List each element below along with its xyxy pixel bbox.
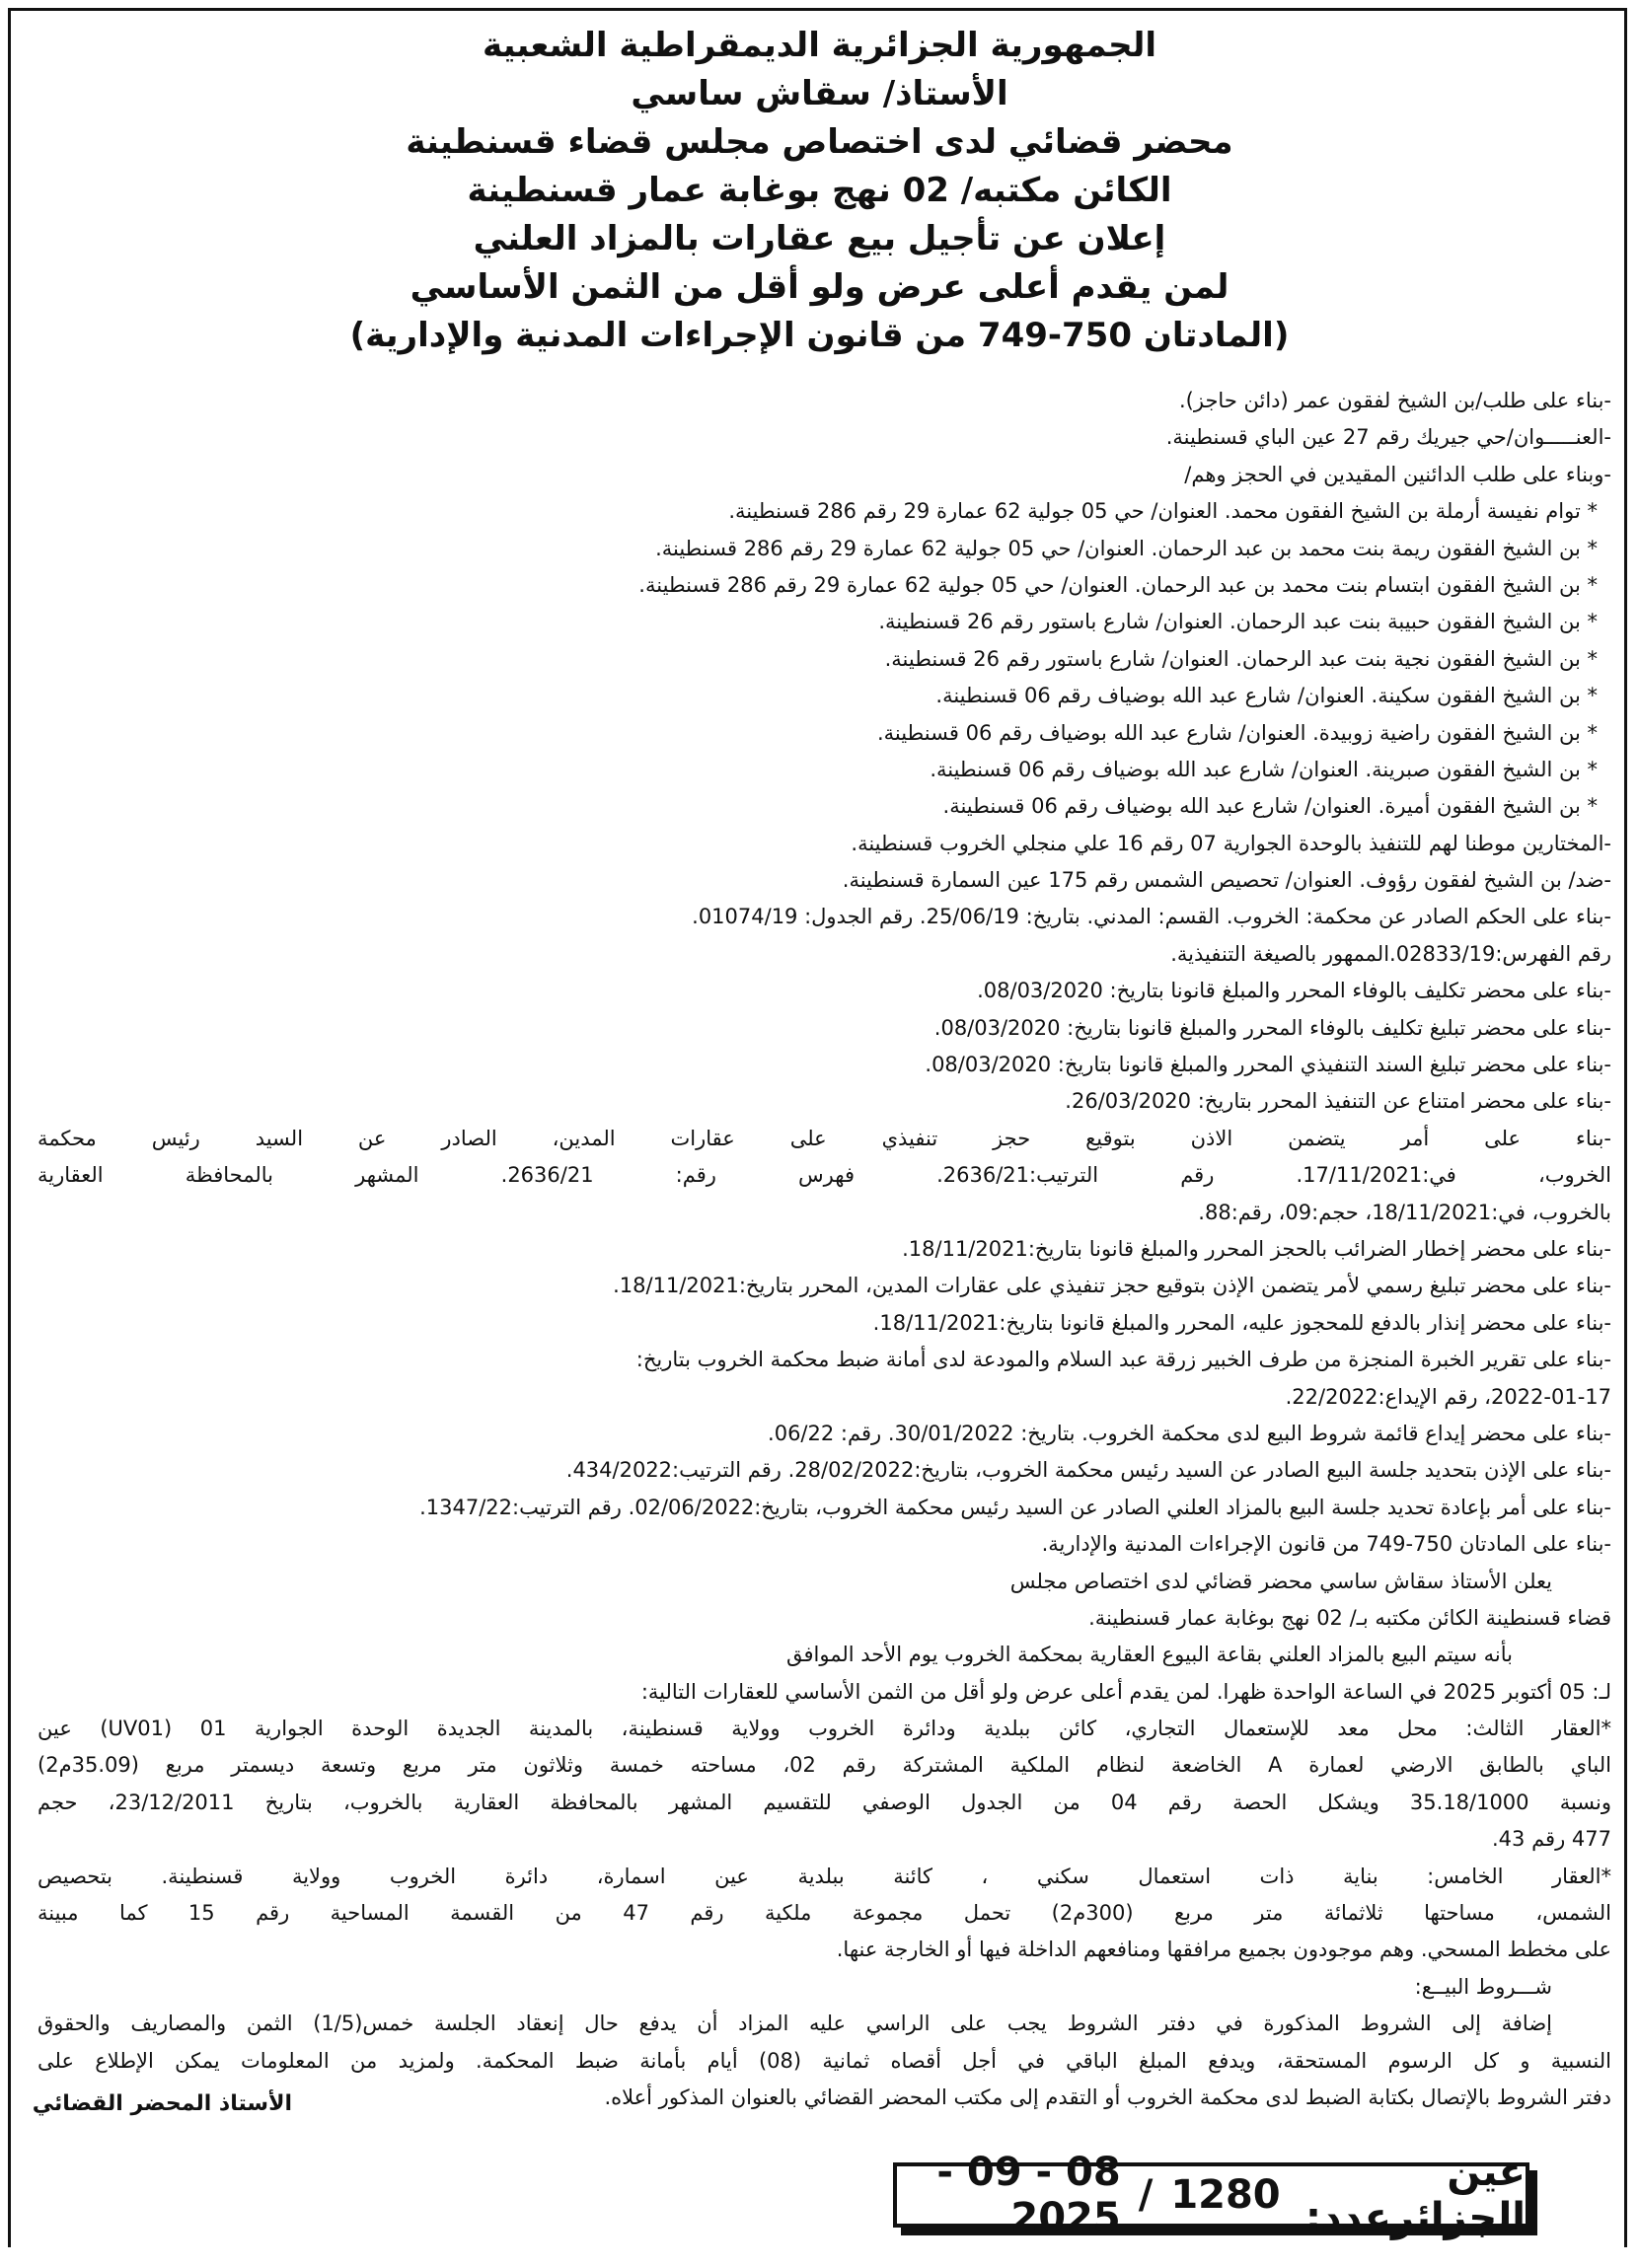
body-line: * بن الشيخ الفقون حبيبة بنت عبد الرحمان. العنوان/ شارع باستور رقم 26 قسنطينة. xyxy=(878,610,1598,634)
header-office-address: الكائن مكتبه/ 02 نهج بوغابة عمار قسنطينة xyxy=(467,171,1172,210)
body-line: -بناء على محضر تبليغ رسمي لأمر يتضمن الإذن بتوقيع حجز تنفيذي على عقارات المدين، المحرر بتاريخ:18/11/2021. xyxy=(613,1274,1611,1298)
body-line: * بن الشيخ الفقون ابتسام بنت محمد بن عبد الرحمان. العنوان/ حي 05 جولية 62 عمارة 29 رقم 286 قسنطينة. xyxy=(638,572,1598,597)
body-line: *العقار الثالث: محل معد للإستعمال التجاري، كائن ببلدية ودائرة الخروب وولاية قسنطينة، بالمدينة الجديدة الوحدة الجوارية 01 (UV01) عين xyxy=(37,1717,1611,1741)
body-line: الباي بالطابق الارضي لعمارة A الخاضعة لنظام الملكية المشتركة رقم 02، مساحته خمسة وثلاثون متر مربع وتسعة ديسمتر مربع (35.09م2) xyxy=(37,1753,1611,1778)
header-announcement-subtitle: لمن يقدم أعلى عرض ولو أقل من الثمن الأساسي xyxy=(410,267,1229,307)
body-line: -بناء على محضر تبليغ السند التنفيذي المحرر والمبلغ قانونا بتاريخ: 08/03/2020. xyxy=(925,1053,1611,1077)
header-republic: الجمهورية الجزائرية الديمقراطية الشعبية xyxy=(483,26,1156,65)
header-legal-articles: (المادتان 750-749 من قانون الإجراءات المدنية والإدارية) xyxy=(349,316,1290,355)
body-line: 477 رقم 43. xyxy=(1491,1827,1611,1852)
body-line: -العنـــــوان/حي جيريك رقم 27 عين الباي قسنطينة. xyxy=(1165,425,1611,450)
header-bailiff-title: محضر قضائي لدى اختصاص مجلس قضاء قسنطينة xyxy=(406,122,1233,162)
body-line: * بن الشيخ الفقون ريمة بنت محمد بن عبد الرحمان. العنوان/ حي 05 جولية 62 عمارة 29 رقم 286 قسنطينة. xyxy=(655,536,1598,560)
body-line: -بناء على تقرير الخبرة المنجزة من طرف الخبير زرقة عبد السلام والمودعة لدى أمانة ضبط محكمة الخروب بتاريخ: xyxy=(635,1348,1611,1372)
body-line: -بناء على محضر امتناع عن التنفيذ المحرر بتاريخ: 26/03/2020. xyxy=(1065,1089,1611,1114)
body-line: -المختارين موطنا لهم للتنفيذ بالوحدة الجوارية 07 رقم 16 علي منجلي الخروب قسنطينة. xyxy=(851,831,1611,855)
body-line: بالخروب، في:18/11/2021، حجم:09، رقم:88. xyxy=(1198,1200,1611,1224)
body-line: -بناء على الحكم الصادر عن محكمة: الخروب. القسم: المدني. بتاريخ: 25/06/19. رقم الجدول: 01074/19. xyxy=(692,905,1611,929)
publication-number: 1280 xyxy=(1170,2172,1281,2218)
body-line: قضاء قسنطينة الكائن مكتبه بـ/ 02 نهج بوغابة عمار قسنطينة. xyxy=(1088,1605,1611,1630)
header-announcement-title: إعلان عن تأجيل بيع عقارات بالمزاد العلني xyxy=(473,219,1166,258)
body-line: -بناء على الإذن بتحديد جلسة البيع الصادر عن السيد رئيس محكمة الخروب، بتاريخ:28/02/2022. رقم الترتيب:434/2022. xyxy=(565,1458,1611,1483)
publication-date: 08 - 09 - 2025 xyxy=(936,2150,1121,2240)
body-line: * بن الشيخ الفقون نجية بنت عبد الرحمان. العنوان/ شارع باستور رقم 26 قسنطينة. xyxy=(884,646,1598,671)
body-line: *العقار الخامس: بناية ذات استعمال سكني ، كائنة ببلدية عين اسمارة، دائرة الخروب وولاية قسنطينة. بتحصيص xyxy=(37,1864,1611,1888)
body-line: -بناء على محضر تبليغ تكليف بالوفاء المحرر والمبلغ قانونا بتاريخ: 08/03/2020. xyxy=(933,1015,1611,1040)
body-line: -بناء على محضر إيداع قائمة شروط البيع لدى محكمة الخروب. بتاريخ: 30/01/2022. رقم: 06/22. xyxy=(768,1421,1611,1445)
body-line: * بن الشيخ الفقون صبرينة. العنوان/ شارع عبد الله بوضياف رقم 06 قسنطينة. xyxy=(930,757,1598,781)
body-line: 2022-01-17، رقم الإيداع:22/2022. xyxy=(1285,1384,1611,1409)
body-line: -بناء على محضر تكليف بالوفاء المحرر والمبلغ قانونا بتاريخ: 08/03/2020. xyxy=(977,979,1611,1003)
body-line: -وبناء على طلب الدائنين المقيدين في الحجز وهم/ xyxy=(1184,462,1611,486)
publication-separator: / xyxy=(1138,2172,1154,2218)
body-line: * توام نفيسة أرملة بن الشيخ الفقون محمد. العنوان/ حي 05 جولية 62 عمارة 29 رقم 286 قسنطينة. xyxy=(728,499,1598,524)
body-line: دفتر الشروط بالإتصال بكتابة الضبط لدى محكمة الخروب أو التقدم إلى مكتب المحضر القضائي بالعنوان المذكور أعلاه. xyxy=(604,2085,1611,2109)
signature: الأستاذ المحضر القضائي xyxy=(32,2091,292,2116)
body-line: إضافة إلى الشروط المذكورة في دفتر الشروط يجب على الراسي عليه المزاد أن يدفع حال إنعقاد الجلسة خمس(1/5) الثمن والمصاريف والحقوق xyxy=(37,2012,1552,2036)
document-header xyxy=(39,22,1600,360)
body-line: -بناء على أمر يتضمن الاذن بتوقيع حجز تنفيذي على عقارات المدين، الصادر عن السيد رئيس محكمة xyxy=(37,1126,1611,1150)
publication-label: عين الجزائرعدد: xyxy=(1304,2150,1526,2240)
publication-reference-box xyxy=(893,2150,1529,2240)
body-line: رقم الفهرس:02833/19.الممهور بالصيغة التنفيذية. xyxy=(1170,941,1611,966)
body-line: الخروب، في:17/11/2021. رقم الترتيب:2636/21. فهرس رقم: 2636/21. المشهر بالمحافظة العقارية xyxy=(37,1163,1611,1188)
body-line: شـــروط البيــع: xyxy=(1414,1974,1552,1999)
body-line: على مخطط المسحي. وهم موجودون بجميع مرافقها ومنافعهم الداخلة فيها أو الخارجة عنها. xyxy=(836,1938,1611,1962)
body-line: النسبية و كل الرسوم المستحقة، ويدفع المبلغ الباقي في أجل أقصاه ثمانية (08) أيام بأمانة ضبط المحكمة. ولمزيد من المعلومات يمكن الإطلاع على xyxy=(37,2048,1611,2073)
body-line: * بن الشيخ الفقون أميرة. العنوان/ شارع عبد الله بوضياف رقم 06 قسنطينة. xyxy=(942,794,1598,819)
body-line: ونسبة 35.18/1000 ويشكل الحصة رقم 04 من الجدول الوصفي للتقسيم المشهر بالمحافظة العقارية بالخروب، بتاريخ 23/12/2011، حجم xyxy=(37,1790,1611,1814)
body-line: * بن الشيخ الفقون سكينة. العنوان/ شارع عبد الله بوضياف رقم 06 قسنطينة. xyxy=(935,684,1598,708)
body-line: -بناء على أمر بإعادة تحديد جلسة البيع بالمزاد العلني الصادر عن السيد رئيس محكمة الخروب، بتاريخ:02/06/2022. رقم الترتيب:1347/22. xyxy=(419,1495,1611,1519)
body-line: بأنه سيتم البيع بالمزاد العلني بقاعة البيوع العقارية بمحكمة الخروب يوم الأحد الموافق xyxy=(785,1643,1513,1667)
body-line: -ضد/ بن الشيخ لفقون رؤوف. العنوان/ تحصيص الشمس رقم 175 عين السمارة قسنطينة. xyxy=(842,868,1611,893)
body-line: -بناء على طلب/بن الشيخ لفقون عمر (دائن حاجز). xyxy=(1179,389,1611,412)
body-line: لـ: 05 أكتوبر 2025 في الساعة الواحدة ظهرا. لمن يقدم أعلى عرض ولو أقل من الثمن الأساسي للعقارات التالية: xyxy=(640,1679,1611,1704)
body-line: -بناء على محضر إنذار بالدفع للمحجوز عليه، المحرر والمبلغ قانونا بتاريخ:18/11/2021. xyxy=(872,1310,1611,1335)
document-body xyxy=(37,383,1611,2116)
header-bailiff-name: الأستاذ/ سقاش ساسي xyxy=(631,74,1008,113)
body-line: * بن الشيخ الفقون راضية زوبيدة. العنوان/ شارع عبد الله بوضياف رقم 06 قسنطينة. xyxy=(876,720,1598,745)
body-line: الشمس، مساحتها ثلاثمائة متر مربع (300م2) تحمل مجموعة ملكية رقم 47 من القسمة المساحية رقم 15 كما مبينة xyxy=(37,1901,1611,1926)
body-line: -بناء على المادتان 750-749 من قانون الإجراءات المدنية والإدارية. xyxy=(1041,1532,1611,1557)
body-line: يعلن الأستاذ سقاش ساسي محضر قضائي لدى اختصاص مجلس xyxy=(1009,1569,1552,1593)
body-line: -بناء على محضر إخطار الضرائب بالحجز المحرر والمبلغ قانونا بتاريخ:18/11/2021. xyxy=(902,1236,1611,1261)
